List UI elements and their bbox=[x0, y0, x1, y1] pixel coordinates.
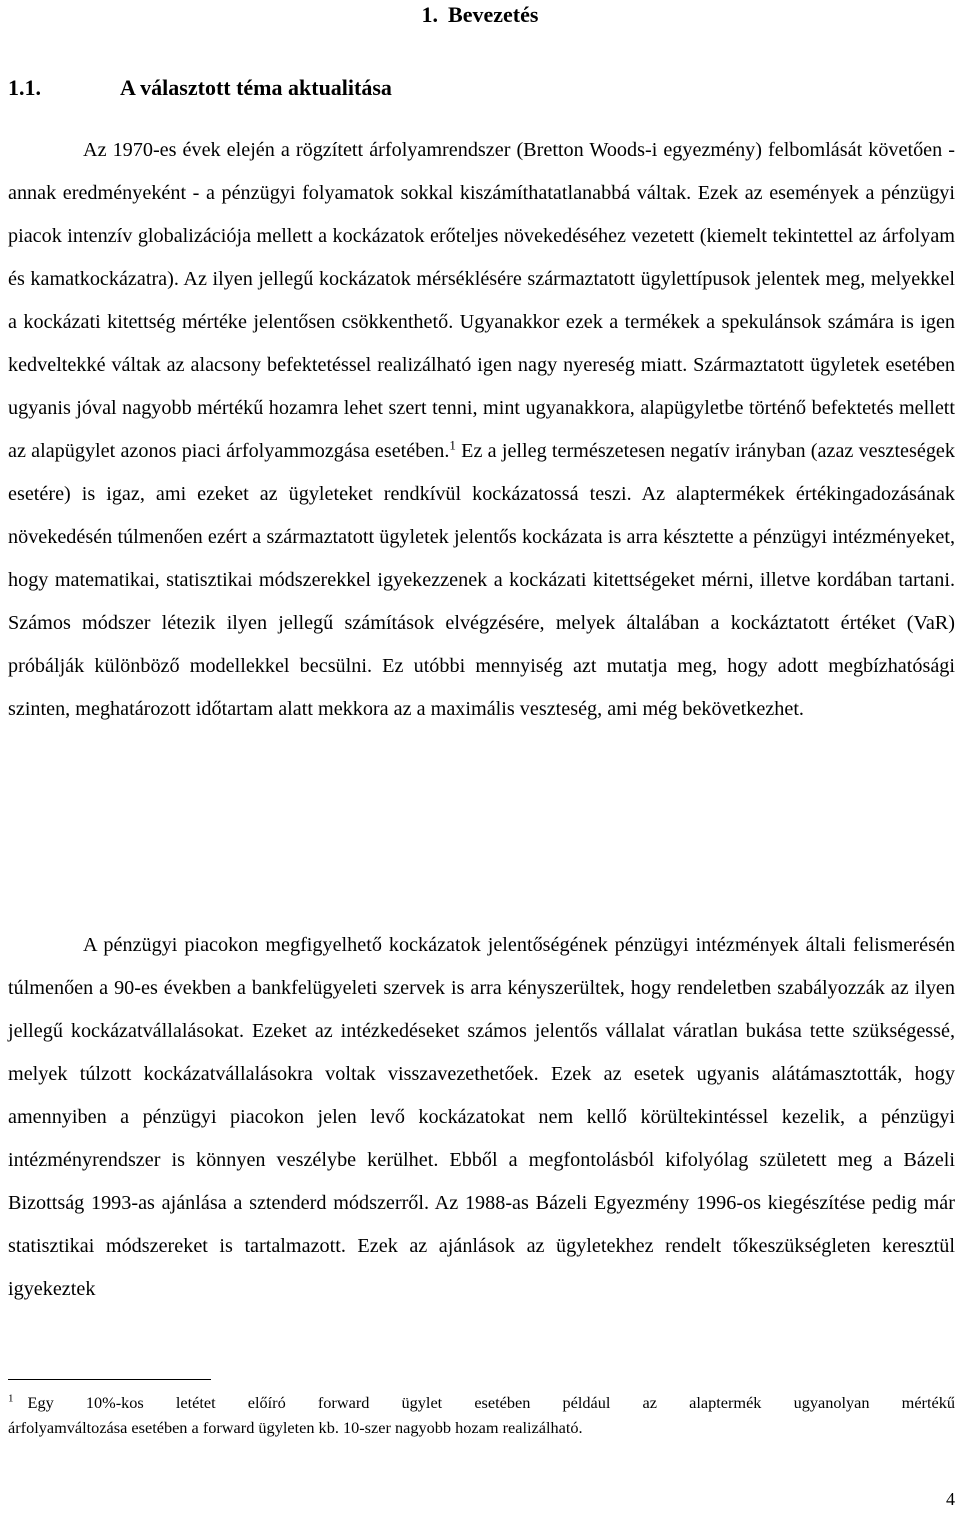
footnote-line-1 bbox=[8, 1390, 955, 1415]
chapter-number: 1. bbox=[421, 2, 439, 27]
section-number: 1.1. bbox=[8, 75, 41, 100]
body-paragraph-1 bbox=[8, 129, 955, 731]
chapter-title: Bevezetés bbox=[448, 2, 539, 27]
footnote bbox=[8, 1390, 955, 1440]
footnote-line-1-text: Egy 10%-kos letétet előíró forward ügylet esetében például az alaptermék ugyanolyan mértékű bbox=[27, 1393, 955, 1412]
section-title: A választott téma aktualitása bbox=[120, 75, 392, 100]
body-paragraph-2 bbox=[8, 924, 955, 1311]
paragraph-1-text-after-ref: Ez a jelleg természetesen negatív irányban (azaz veszteségek esetére) is igaz, ami ezeket az ügyleteket rendkívül kockázatossá teszi. Az alaptermékek értékingadozásának növekedésén túlmenően ezért a származtatott ügyletek jelentős kockázata is arra késztette a pénzügyi intézményeket, hogy matematikai, statisztikai módszerekkel igyekezzenek a kockázati kitettségeket mérni, illetve kordában tartani. Számos módszer létezik ilyen jellegű számítások elvégzésére, melyek általában a kockáztatott értéket (VaR) próbálják különböző modellekkel becsülni. Ez utóbbi mennyiség azt mutatja meg, hogy adott megbízhatósági szinten, meghatározott időtartam alatt mekkora az a maximális veszteség, ami még bekövetkezhet. bbox=[8, 440, 955, 720]
section-heading bbox=[8, 73, 392, 103]
chapter-heading bbox=[0, 0, 960, 30]
page-number: 4 bbox=[946, 1489, 955, 1509]
footnote-reference[interactable]: 1 bbox=[449, 437, 456, 453]
paragraph-2-text: A pénzügyi piacokon megfigyelhető kockázatok jelentőségének pénzügyi intézmények általi felismerésén túlmenően a 90-es években a bankfelügyeleti szervek is arra kényszerültek, hogy rendeletben szabályozzák az ilyen jellegű kockázatvállalásokat. Ezeket az intézkedéseket számos jelentős vállalat váratlan bukása tette szükségessé, melyek túlzott kockázatvállalásokra voltak visszavezethetőek. Ezek az esetek ugyanis alátámasztották, hogy amennyiben a pénzügyi piacokon jelen levő kockázatokat nem kellő körültekintéssel kezelik, a pénzügyi intézményrendszer is könnyen veszélybe kerülhet. Ebből a megfontolásból kifolyólag született meg a Bázeli Bizottság 1993-as ajánlása a sztenderd módszerről. Az 1988-as Bázeli Egyezmény 1996-os kiegészítése pedig már statisztikai módszereket is tartalmazott. Ezek az ajánlások az ügyletekhez rendelt tőkeszükségleten keresztül igyekeztek bbox=[8, 934, 955, 1300]
footnote-marker: 1 bbox=[8, 1392, 14, 1405]
paragraph-1-text-before-ref: Az 1970-es évek elején a rögzített árfolyamrendszer (Bretton Woods-i egyezmény) felbomlását követően - annak eredményeként - a pénzügyi folyamatok sokkal kiszámíthatatlanabbá váltak. Ezek az események a pénzügyi piacok intenzív globalizációja mellett a kockázatok erőteljes növekedéséhez vezetett (kiemelt tekintettel az árfolyam és kamatkockázatra). Az ilyen jellegű kockázatok mérséklésére származtatott ügylettípusok jelentek meg, melyekkel a kockázati kitettség mértéke jelentősen csökkenthető. Ugyanakkor ezek a termékek a spekulánsok számára is igen kedveltekké váltak az alacsony befektetéssel realizálható igen nagy nyereség miatt. Származtatott ügyletek esetében ugyanis jóval nagyobb mértékű hozamra lehet szert tenni, mint ugyanakkora, alapügyletbe történő befektetés mellett az alapügylet azonos piaci árfolyammozgása esetében. bbox=[8, 139, 955, 462]
footnote-line-2: árfolyamváltozása esetében a forward ügyleten kb. 10-szer nagyobb hozam realizálható. bbox=[8, 1418, 583, 1437]
footnote-separator bbox=[8, 1379, 211, 1380]
